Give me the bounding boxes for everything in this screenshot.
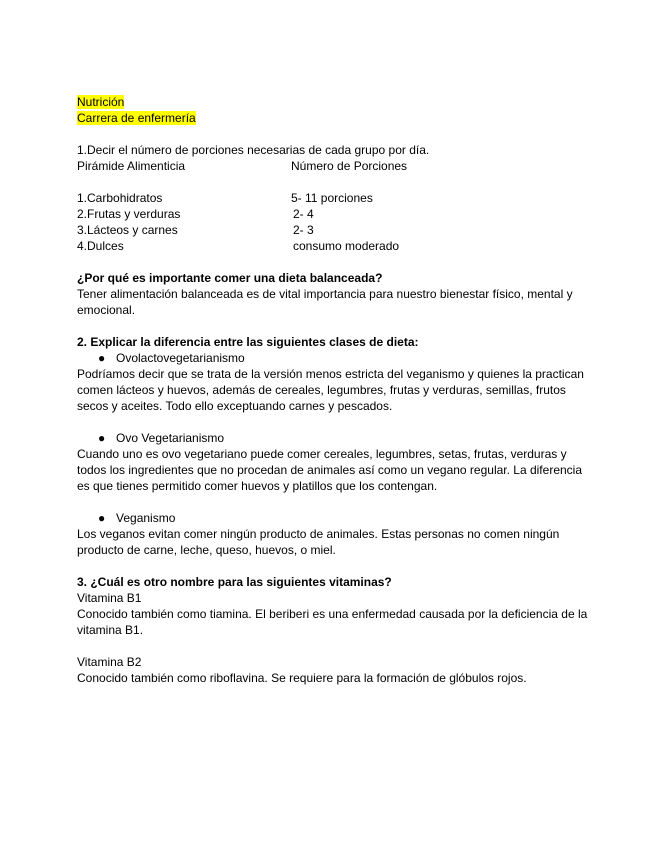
diet-description-line: secos y aceites. Todo ello exceptuando carnes y pescados. (77, 399, 393, 413)
diet-description-line: Cuando uno es ovo vegetariano puede comer cereales, legumbres, setas, frutas, verduras y (77, 447, 567, 461)
diet-bullet (77, 350, 587, 366)
doc-title-line (77, 94, 587, 110)
diet-description-line: es que tienes permitido comer huevos y platillos que los contengan. (77, 479, 438, 493)
food-group: 3.Lácteos y carnes (77, 223, 178, 237)
portion-count: 2- 3 (293, 223, 314, 237)
spacer (77, 494, 587, 510)
q3-heading: 3. ¿Cuál es otro nombre para las siguientes vitaminas? (77, 575, 392, 589)
bullet-icon: ● (98, 351, 106, 365)
portion-count: 5- 11 porciones (291, 191, 373, 205)
document-body (77, 94, 587, 686)
diet-name: Veganismo (116, 511, 176, 525)
why-text-line: Tener alimentación balanceada es de vital importancia para nuestro bienestar físico, mental y (77, 287, 573, 301)
diet-bullet (77, 510, 587, 526)
why-text-line: emocional. (77, 303, 136, 317)
bullet-icon: ● (98, 511, 106, 525)
col-header-portions: Número de Porciones (291, 159, 408, 173)
vitamin-description-line: Conocido también como riboflavina. Se requiere para la formación de glóbulos rojos. (77, 671, 527, 685)
portion-count: 2- 4 (293, 207, 314, 221)
doc-subtitle-line (77, 110, 587, 126)
spacer (77, 318, 587, 334)
food-group: 2.Frutas y verduras (77, 207, 181, 221)
vitamin-name: Vitamina B1 (77, 591, 142, 605)
diet-description-line: Podríamos decir que se trata de la versión menos estricta del veganismo y quienes la practican (77, 367, 584, 381)
diet-name: Ovolactovegetarianismo (116, 351, 245, 365)
diet-description-line: Los veganos evitan comer ningún producto de animales. Estas personas no comen ningún (77, 527, 560, 541)
food-group: 1.Carbohidratos (77, 191, 163, 205)
food-group: 4.Dulces (77, 239, 124, 253)
portions-row (77, 206, 587, 222)
vitamin-name: Vitamina B2 (77, 655, 142, 669)
spacer (77, 558, 587, 574)
diet-bullet (77, 430, 587, 446)
portions-header-row (77, 158, 587, 174)
spacer (77, 638, 587, 654)
portions-row (77, 222, 587, 238)
doc-subtitle: Carrera de enfermería (77, 111, 196, 125)
spacer (77, 126, 587, 142)
diet-description-line: producto de carne, leche, queso, huevos, o miel. (77, 543, 336, 557)
vitamin-description-line: vitamina B1. (77, 623, 144, 637)
q1-prompt: 1.Decir el número de porciones necesarias de cada grupo por día. (77, 143, 430, 157)
diet-name: Ovo Vegetarianismo (116, 431, 225, 445)
spacer (77, 174, 587, 190)
portion-count: consumo moderado (293, 239, 400, 253)
portions-row (77, 190, 587, 206)
doc-title: Nutrición (77, 95, 125, 109)
diet-description-line: todos los ingredientes que no procedan de animales así como un vegano regular. La diferencia (77, 463, 583, 477)
spacer (77, 414, 587, 430)
vitamin-description-line: Conocido también como tiamina. El beriberi es una enfermedad causada por la deficiencia de la (77, 607, 588, 621)
q2-heading: 2. Explicar la diferencia entre las siguientes clases de dieta: (77, 335, 419, 349)
why-heading: ¿Por qué es importante comer una dieta balanceada? (77, 271, 383, 285)
bullet-icon: ● (98, 431, 106, 445)
diet-description-line: comen lácteos y huevos, además de cereales, legumbres, frutas y verduras, semillas, frutos (77, 383, 566, 397)
portions-row (77, 238, 587, 254)
col-header-food-pyramid: Pirámide Alimenticia (77, 159, 186, 173)
spacer (77, 254, 587, 270)
